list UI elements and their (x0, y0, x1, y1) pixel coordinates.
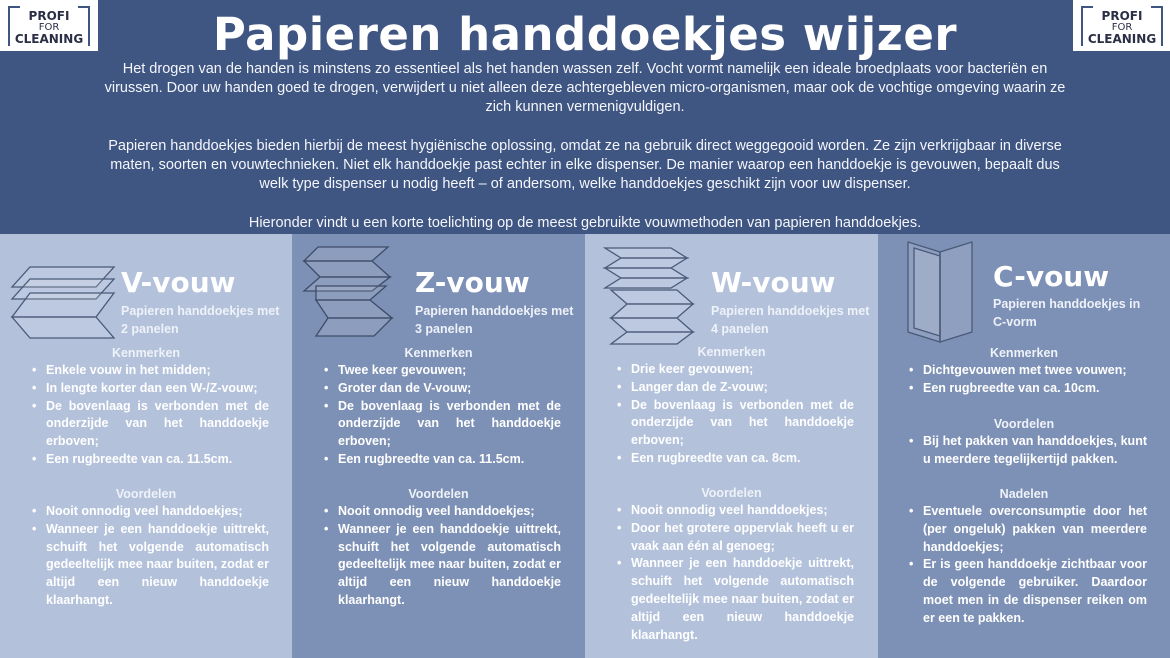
intro-paragraph: Hieronder vindt u een korte toelichting op de meest gebruikte vouwmethoden van papieren handdoekjes. (248, 215, 922, 231)
list-item: • Eventuele overconsumptie door het (per ongeluk) pakken van meerdere handdoekjes; (909, 503, 1147, 556)
list-item: • Wanneer je een handdoekje uittrekt, schuift het volgende automatisch gedeeltelijk mee naar buiten, zodat er altijd een nieuw handdoekje klaarhangt. (617, 555, 854, 644)
list-item: • Enkele vouw in het midden; (32, 362, 269, 380)
characteristics-list (617, 361, 854, 468)
column-title: V-vouw (121, 266, 236, 299)
column-subtitle: Papieren handdoekjes met (415, 304, 574, 318)
list-item: • Een rugbreedte van ca. 11.5cm. (324, 451, 561, 469)
column-w-fold (585, 234, 878, 658)
list-item: • In lengte korter dan een W-/Z-vouw; (32, 380, 269, 398)
section-heading: Kenmerken (111, 346, 181, 360)
list-item: • Langer dan de Z-vouw; (617, 379, 854, 397)
list-item: • Door het grotere oppervlak heeft u er vaak aan één al genoeg; (617, 520, 854, 556)
list-item: • De bovenlaag is verbonden met de onderzijde van het handdoekje erboven; (324, 398, 561, 451)
advantages-list (324, 503, 561, 610)
w-fold-towel-icon (601, 246, 701, 346)
list-item: • Een rugbreedte van ca. 11.5cm. (32, 451, 269, 469)
column-subtitle: Papieren handdoekjes met (121, 304, 280, 318)
header-banner (0, 0, 1170, 234)
list-item: • Drie keer gevouwen; (617, 361, 854, 379)
column-z-fold (292, 234, 585, 658)
column-title: Z-vouw (415, 266, 530, 299)
section-heading: Kenmerken (404, 346, 473, 360)
column-v-fold (0, 234, 292, 658)
advantages-list (909, 433, 1147, 469)
section-heading: Voordelen (115, 487, 177, 501)
list-item: • Nooit onnodig veel handdoekjes; (324, 503, 561, 521)
list-item: • Een rugbreedte van ca. 10cm. (909, 380, 1147, 398)
list-item: • Nooit onnodig veel handdoekjes; (617, 502, 854, 520)
disadvantages-list (909, 503, 1147, 628)
column-subtitle: Papieren handdoekjes in (993, 297, 1141, 311)
c-fold-towel-icon (906, 240, 978, 344)
column-title: W-vouw (711, 266, 836, 299)
column-c-fold (878, 234, 1170, 658)
list-item: • Bij het pakken van handdoekjes, kunt u meerdere tegelijkertijd pakken. (909, 433, 1147, 469)
list-item: • Een rugbreedte van ca. 8cm. (617, 450, 854, 468)
section-heading: Kenmerken (989, 346, 1059, 360)
list-item: • Groter dan de V-vouw; (324, 380, 561, 398)
list-item: • De bovenlaag is verbonden met de onderzijde van het handdoekje erboven; (617, 397, 854, 450)
list-item: • Wanneer je een handdoekje uittrekt, schuift het volgende automatisch gedeeltelijk mee naar buiten, zodat er altijd een nieuw handdoekje klaarhangt. (324, 521, 561, 610)
intro-paragraph: Het drogen van de handen is minstens zo essentieel als het handen wassen zelf. Vocht vormt namelijk een ideale broedplaats voor bacteriën en virussen. Door uw handen goed te drogen, verwijdert u niet alleen deze achtergebleven micro-organismen, maar ook de vochtige omgeving waarin ze zich kunnen vermenigvuldigen. (104, 61, 1066, 115)
page-title: Papieren handdoekjes wijzer (212, 8, 958, 61)
profi-for-cleaning-logo: PROFI FOR CLEANING (1073, 0, 1170, 51)
column-subtitle: Papieren handdoekjes met (711, 304, 870, 318)
column-subtitle: 4 panelen (711, 322, 769, 336)
advantages-list (617, 502, 854, 644)
list-item: • Dichtgevouwen met twee vouwen; (909, 362, 1147, 380)
section-heading: Voordelen (408, 487, 469, 501)
list-item: • Twee keer gevouwen; (324, 362, 561, 380)
column-subtitle: 3 panelen (415, 322, 473, 336)
column-subtitle: C-vorm (993, 315, 1037, 329)
characteristics-list (32, 362, 269, 469)
v-fold-towel-icon (10, 266, 116, 340)
list-item: • Nooit onnodig veel handdoekjes; (32, 503, 269, 521)
section-heading: Nadelen (999, 487, 1049, 501)
list-item: • De bovenlaag is verbonden met de onderzijde van het handdoekje erboven; (32, 398, 269, 451)
intro-paragraph: Papieren handdoekjes bieden hierbij de meest hygiënische oplossing, omdat ze na gebruik direct weggegooid worden. Ze zijn verkrijgbaar in diverse maten, soorten en vouwtechnieken. Niet elk handdoekje past echter in elke dispenser. De manier waarop een handdoekje is gevouwen, bepaalt dus welk type dispenser u nodig heeft – of andersom, welke handdoekjes geschikt zijn voor uw dispenser. (108, 138, 1062, 192)
section-heading: Voordelen (993, 417, 1055, 431)
list-item: • Er is geen handdoekje zichtbaar voor de volgende gebruiker. Daardoor moet men in de dispenser reiken om er een te pakken. (909, 556, 1147, 627)
profi-for-cleaning-logo: PROFI FOR CLEANING (0, 0, 98, 51)
section-heading: Kenmerken (697, 345, 766, 359)
z-fold-towel-icon (302, 246, 400, 342)
column-title: C-vouw (993, 260, 1110, 293)
advantages-list (32, 503, 269, 610)
section-heading: Voordelen (701, 486, 762, 500)
characteristics-list (324, 362, 561, 469)
characteristics-list (909, 362, 1147, 398)
list-item: • Wanneer je een handdoekje uittrekt, schuift het volgende automatisch gedeeltelijk mee naar buiten, zodat er altijd een nieuw handdoekje klaarhangt. (32, 521, 269, 610)
column-subtitle: 2 panelen (121, 322, 179, 336)
